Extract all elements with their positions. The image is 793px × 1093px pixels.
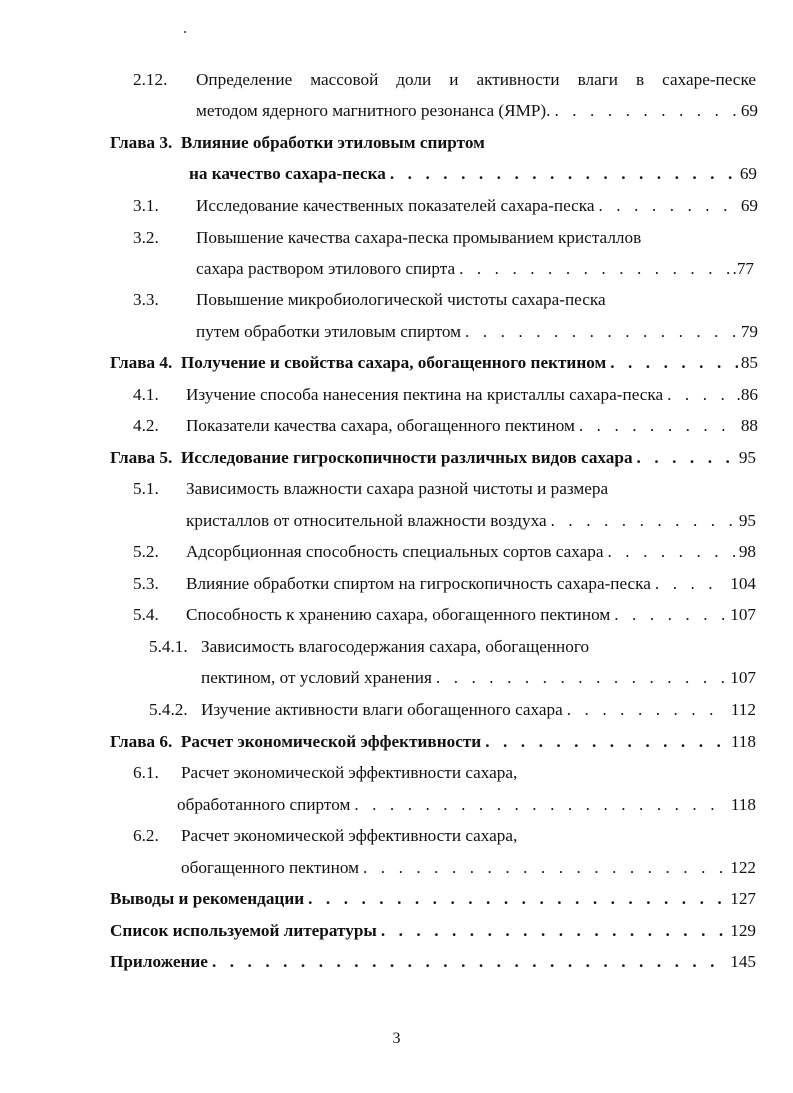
toc-number: 6.2.	[133, 826, 159, 845]
toc-page-number: 112	[730, 700, 756, 719]
leader-dots	[386, 162, 737, 186]
toc-entry-text: кристаллов от относительной влажности воздуха	[186, 511, 547, 530]
toc-number: 4.2.	[133, 416, 159, 435]
toc-number: 5.4.2.	[149, 700, 188, 719]
leader-dots	[604, 540, 736, 564]
leader-dots	[208, 950, 727, 974]
toc-page-number: 88	[740, 416, 758, 435]
toc-entry-text: обработанного спиртом	[177, 795, 351, 814]
toc-entry-text: Изучение активности влаги обогащенного сахара	[201, 700, 563, 719]
leader-dots	[550, 99, 737, 123]
toc-chapter-label: Глава 4.	[110, 353, 173, 372]
leader-dots	[610, 603, 727, 627]
toc-entry-text: Изучение способа нанесения пектина на кристаллы сахара-песка	[186, 385, 664, 404]
toc-number: 5.2.	[133, 542, 159, 561]
toc-section-heading	[110, 887, 756, 911]
toc-page-number: .77	[732, 259, 754, 278]
toc-page-number: 79	[740, 322, 758, 341]
page-number: 3	[392, 1030, 401, 1047]
toc-page-number: 122	[730, 858, 756, 877]
toc-entry-text: обогащенного пектином	[181, 858, 359, 877]
toc-entry-text: Получение и свойства сахара, обогащенного пектином	[180, 353, 607, 372]
leader-dots	[606, 351, 738, 375]
toc-chapter-heading	[110, 730, 756, 754]
toc-entry-text: Адсорбционная способность специальных сортов сахара	[186, 542, 604, 561]
toc-chapter-heading	[110, 131, 750, 155]
toc-entry	[186, 383, 758, 407]
toc-page-number: 85	[740, 353, 758, 372]
leader-dots	[651, 572, 727, 596]
toc-page-number: 145	[730, 952, 756, 971]
toc-entry	[181, 856, 756, 880]
scan-speck	[184, 31, 186, 33]
toc-page-number: 98	[738, 542, 756, 561]
toc-entry-text: Расчет экономической эффективности сахара,	[181, 826, 518, 845]
leader-dots	[563, 698, 728, 722]
leader-dots	[595, 194, 738, 218]
toc-number: 5.4.	[133, 605, 159, 624]
toc-entry	[189, 162, 757, 186]
toc-entry	[186, 603, 756, 627]
toc-number: 6.1.	[133, 763, 159, 782]
toc-page-number: 118	[730, 795, 756, 814]
toc-entry-text: пектином, от условий хранения	[201, 668, 432, 687]
toc-entry	[196, 320, 758, 344]
toc-page-number: 69	[740, 101, 758, 120]
leader-dots	[575, 414, 738, 438]
toc-entry-text: Зависимость влагосодержания сахара, обогащенного	[201, 637, 590, 656]
toc-page-number: .86	[736, 385, 758, 404]
toc-page-number: 95	[738, 511, 756, 530]
toc-entry	[196, 257, 754, 281]
leader-dots	[304, 887, 727, 911]
toc-page-number: 107	[730, 605, 756, 624]
toc-entry-text: Приложение	[110, 952, 208, 971]
toc-number: 5.3.	[133, 574, 159, 593]
toc-entry	[186, 540, 756, 564]
toc-page-number: 95	[738, 448, 756, 467]
toc-page-number: 118	[730, 732, 756, 751]
toc-number: 2.12.	[133, 70, 168, 89]
toc-entry	[196, 99, 758, 123]
toc-entry-text: Исследование качественных показателей сахара-песка	[196, 196, 595, 215]
toc-chapter-label: Глава 5.	[110, 448, 173, 467]
toc-number: 5.1.	[133, 479, 159, 498]
toc-entry	[186, 572, 756, 596]
toc-entry-text: сахара раствором этилового спирта	[196, 259, 456, 278]
toc-page-number: 104	[730, 574, 756, 593]
toc-entry-text: Показатели качества сахара, обогащенного пектином	[186, 416, 575, 435]
toc-entry-text: методом ядерного магнитного резонанса (ЯМР).	[196, 101, 551, 120]
leader-dots	[377, 919, 727, 943]
toc-page-number: 127	[730, 889, 756, 908]
toc-entry-text: Расчет экономической эффективности	[180, 732, 482, 751]
toc-entry-text: путем обработки этиловым спиртом	[196, 322, 462, 341]
toc-entry	[196, 194, 758, 218]
toc-entry-text: Зависимость влажности сахара разной чистоты и размера	[186, 479, 609, 498]
toc-entry	[186, 509, 756, 533]
toc-number: 4.1.	[133, 385, 159, 404]
leader-dots	[432, 666, 727, 690]
toc-entry	[201, 698, 756, 722]
toc-entry-text: Выводы и рекомендации	[110, 889, 305, 908]
toc-number: 3.1.	[133, 196, 159, 215]
toc-page-number: 107	[730, 668, 756, 687]
toc-page-number: 69	[739, 164, 757, 183]
toc-number: 3.3.	[133, 290, 159, 309]
toc-entry-text: Повышение качества сахара-песка промыванием кристаллов	[196, 228, 642, 247]
toc-chapter-heading	[110, 351, 758, 375]
toc-entry-text: Влияние обработки спиртом на гигроскопичность сахара-песка	[186, 574, 651, 593]
toc-entry-text: Способность к хранению сахара, обогащенного пектином	[186, 605, 611, 624]
toc-number: 3.2.	[133, 228, 159, 247]
toc-chapter-label: Глава 6.	[110, 732, 173, 751]
toc-entry-text: Расчет экономической эффективности сахара,	[181, 763, 518, 782]
toc-number: 5.4.1.	[149, 637, 188, 656]
toc-entry-text: Повышение микробиологической чистоты сахара-песка	[196, 290, 606, 309]
toc-entry-text: Определение массовой доли и активности влаги в сахаре-песке	[196, 70, 756, 89]
toc-chapter-label: Глава 3.	[110, 133, 173, 152]
toc-entry	[186, 414, 758, 438]
leader-dots	[633, 446, 736, 470]
toc-chapter-heading	[110, 446, 756, 470]
toc-entry-text: Исследование гигроскопичности различных видов сахара	[180, 448, 633, 467]
toc-page-number: 129	[730, 921, 756, 940]
leader-dots	[547, 509, 736, 533]
toc-entry-text: Влияние обработки этиловым спиртом	[180, 133, 485, 152]
leader-dots	[359, 856, 727, 880]
leader-dots	[461, 320, 738, 344]
toc-section-heading	[110, 919, 756, 943]
toc-section-heading	[110, 950, 756, 974]
toc-entry-text: на качество сахара-песка	[189, 164, 386, 183]
leader-dots	[455, 257, 729, 281]
toc-page-number: 69	[740, 196, 758, 215]
toc-entry	[201, 666, 756, 690]
toc-entry-text: Список используемой литературы	[110, 921, 377, 940]
leader-dots	[663, 383, 733, 407]
leader-dots	[350, 793, 728, 817]
leader-dots	[481, 730, 728, 754]
toc-entry	[177, 793, 756, 817]
